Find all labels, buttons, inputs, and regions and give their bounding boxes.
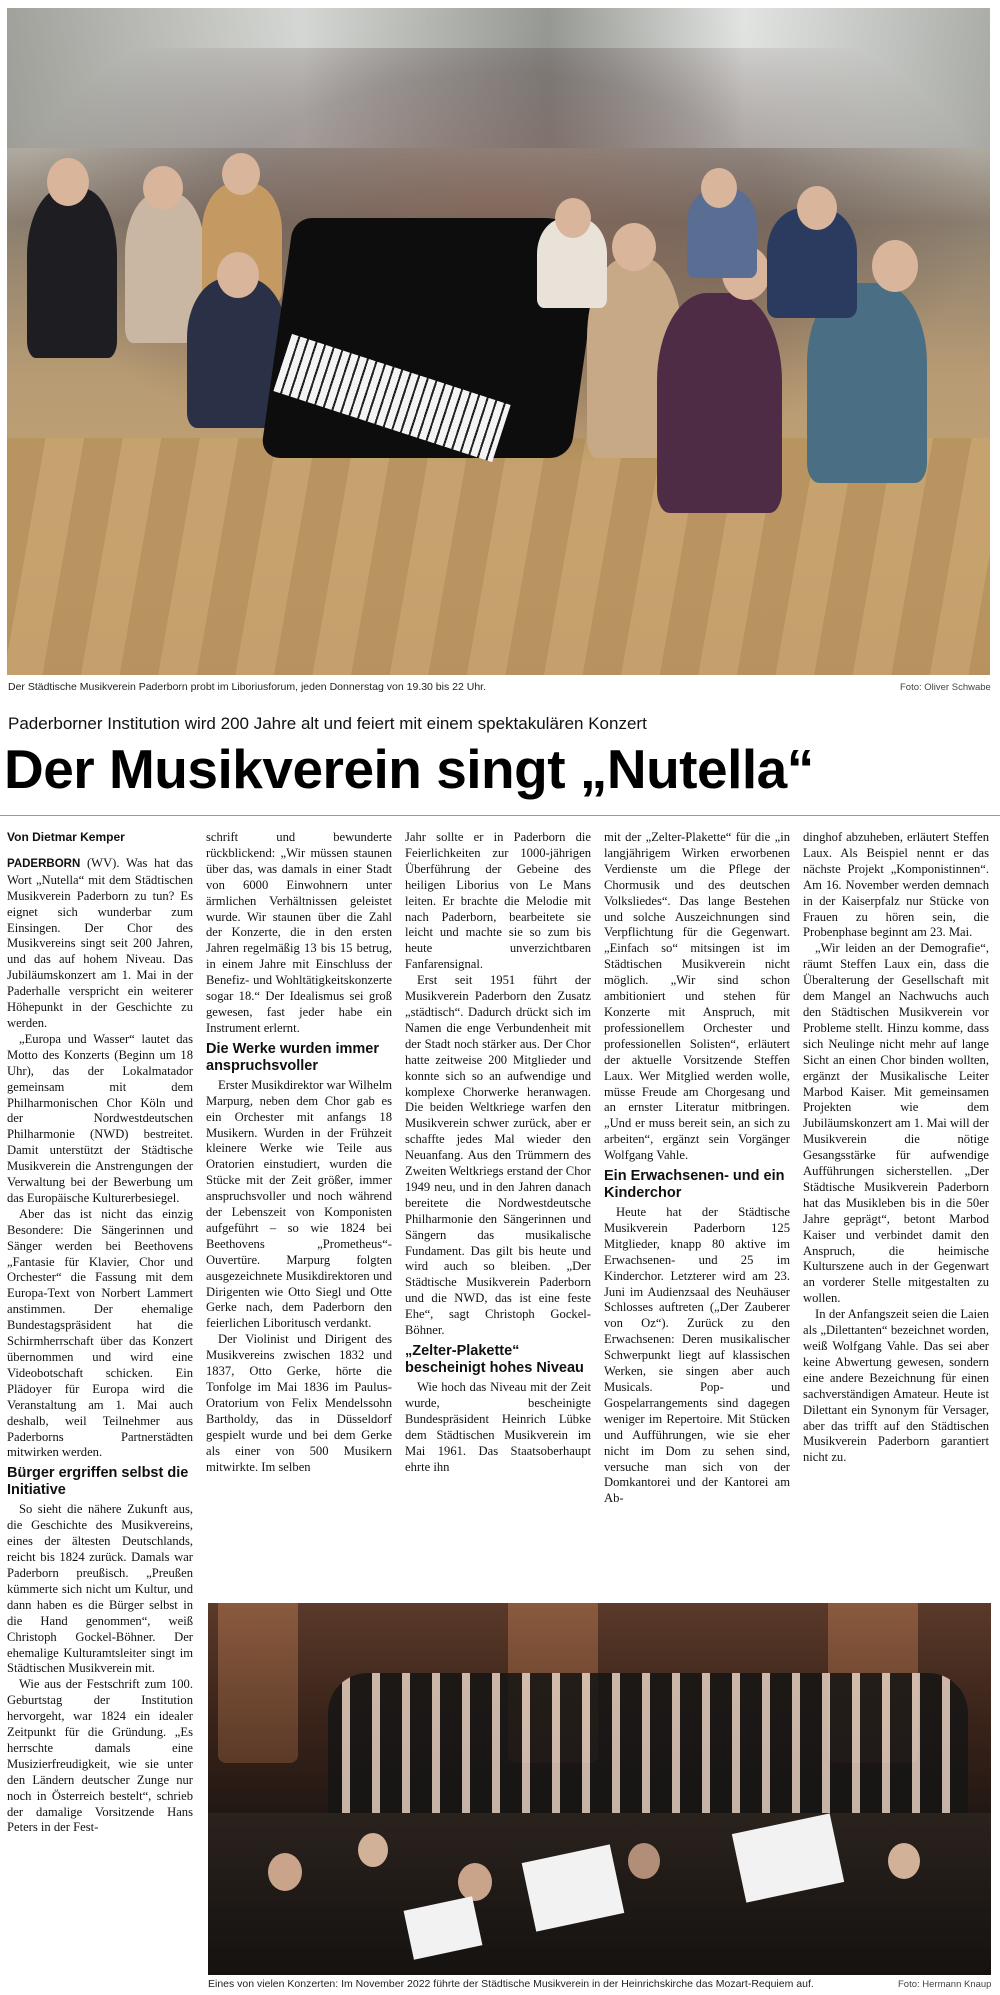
article-column-1: [7, 830, 193, 1836]
article-column-5: [803, 830, 989, 1466]
paragraph: „Wir leiden an der Demografie“, räumt Steffen Laux ein, dass die Überalterung der Gesellschaft mit dem Mangel an Nachwuchs auch den Städtischen Musikverein vor Probleme stellt. Hinzu komme, dass sich Neulinge nicht mehr auf lange Sicht an einen Chor binden wollten, ergänzt der Musikalische Leiter Marbod Kaiser. Mit gemeinsamen Projekten wie dem Jubiläumskonzert am 1. Mai will der Musikverein die nötige Gesangsstärke für aufwendige Aufführungen sicherstellen. „Der Städtische Musikverein Paderborn hat das Musikleben bis in die 50er Jahre geprägt“, betont Marbod Kaiser und verbindet damit den Anspruch, die heimische Kulturszene auch in der Gegenwart an vorderer Stelle mitgestalten zu wollen.: [803, 941, 989, 1306]
paragraph: Erst seit 1951 führt der Musikverein Paderborn den Zusatz „städtisch“. Dadurch drückt sich im Namen die enge Verbundenheit mit der Stadt noch stärker aus. Der Chor hatte zeitweise 200 Mitglieder und konnte sich so an aufwendige und komplexe Chorwerke heranwagen. Die beiden Weltkriege warfen den Musikverein schwer zurück, aber er schaffte jedes Mal wieder den Neuanfang. Aus den Trümmern des Zweiten Weltkriegs erstand der Chor 1949 neu, und in den Jahren danach bereitete die Nordwestdeutsche Philharmonie den Sängerinnen und Sängern das musikalische Fundament. Das gilt bis heute und wird auch so bleiben. „Der Städtische Musikverein Paderborn und die NWD, das ist eine feste Ehe“, sagt Christoph Gockel-Böhner.: [405, 973, 591, 1338]
paragraph: In der Anfangszeit seien die Laien als „Dilettanten“ bezeichnet worden, weiß Wolfgang Vahle. Das sei aber keine Abwertung gewesen, sondern eine andere Bezeichnung für einen sachverständigen Amateur. Heute ist Dilettant ein Synonym für Versager, aber das trifft auf den Städtischen Musikverein Paderborn garantiert nicht zu.: [803, 1307, 989, 1465]
dateline: PADERBORN: [7, 857, 81, 870]
article-column-3: [405, 830, 591, 1475]
paragraph: Jahr sollte er in Paderborn die Feierlichkeiten zur 1000-jährigen Überführung der Gebeine des heiligen Liborius von Le Mans leiten. Er brachte die Melodie mit nach Paderborn, bearbeitete sie leicht und machte sie so zum bis heute unverzichtbaren Fanfarensignal.: [405, 830, 591, 972]
subheading: Die Werke wurden immer anspruchsvoller: [206, 1040, 379, 1074]
paragraph: Erster Musikdirektor war Wilhelm Marpurg, neben dem Chor gab es ein Orchester mit anfangs 18 Musikern. Wurden in der Frühzeit kleinere Werke wie Teile aus Oratorien einstudiert, wurden die Stücke mit der Zeit größer, immer anspruchsvoller und noch während der Lebenszeit von Komponisten aufgeführt – so wie 1824 bei Beethovens „Prometheus“-Ouvertüre. Marpurg folgten ausgezeichnete Musikdirektoren und Dirigenten wie Otto Siegl und Otte Gerke nach, dem Paderborn den feierlichen Liboritusch verdankt.: [206, 1077, 392, 1331]
headline-rule: [0, 815, 1000, 816]
paragraph: Wie aus der Festschrift zum 100. Geburtstag der Institution hervorgeht, war 1824 ein idealer Zeitpunkt für die Gründung. „Es herrschte damals eine Musizierfreudigkeit, wie sie unter den Ländern deutscher Zunge nur noch in Österreich bestelt“, schrieb der damalige Vorsitzende Hans Peters in der Fest-: [7, 1677, 193, 1835]
subheading: „Zelter-Plakette“ bescheinigt hohes Niveau: [405, 1343, 584, 1376]
article-kicker: Paderborner Institution wird 200 Jahre alt und feiert mit einem spektakulären Konzert: [8, 714, 647, 733]
subheading: Bürger ergriffen selbst die Initiative: [7, 1465, 189, 1499]
paragraph: Aber das ist nicht das einzig Besondere: Die Sängerinnen und Sänger werden bei Beethovens „Fantasie für Klavier, Chor und Orchester“ die Fassung mit dem Europa-Text von Norbert Lammert anstimmen. Der ehemalige Bundestagspräsident hat die Schirmherrschaft über das Konzert übernommen und wird eine Videobotschaft schicken. Ein Plädoyer für Europa wird die Veranstaltung am 1. Mai auch deshalb, weil Teilnehmer aus Paderborns Partnerstädten mitwirken werden.: [7, 1206, 193, 1460]
concert-photo: [208, 1603, 991, 1975]
paragraph: (WV). Was hat das Wort „Nutella“ mit dem Städtischen Musikverein Paderborn zu tun? Es eignet sich wunderbar zum Einsingen. Der Chor des Musikvereins singt seit 200 Jahren, und das auf hohem Niveau. Das Jubiläumskonzert am 1. Mai in der Paderhalle verspricht ein weiterer Höhepunkt in der Geschichte zu werden.: [7, 855, 193, 1030]
paragraph: schrift und bewunderte rückblickend: „Wir müssen staunen über das, was damals in einer Stadt von 6000 Einwohnern unter ärmlichen Verhältnissen geleistet wurde. Wir staunen über die Zahl der Konzerte, die in den ersten Jahren regelmäßig 13 bis 15 betrug, in einem Jahre mit Einschluss der Benefiz- und Wohltätigkeitskonzerte sogar 18.“ Der Idealismus sei groß gewesen, fast jeder habe ein Instrument erlernt.: [206, 830, 392, 1035]
subheading: Ein Erwachsenen- und ein Kinderchor: [604, 1168, 785, 1202]
paragraph: Wie hoch das Niveau mit der Zeit wurde, bescheinigte Bundespräsident Heinrich Lübke dem Städtischen Musikverein im Mai 1961. Das Staatsoberhaupt ehrte ihn: [405, 1380, 591, 1474]
paragraph: So sieht die nähere Zukunft aus, die Geschichte des Musikvereins, eines der ältesten Deutschlands, reicht bis 1824 zurück. Damals war Paderborn preußisch. „Preußen kümmerte sich nicht um Kultur, und dann haben es die Bürger selbst in die Hand genommen“, weiß Christoph Gockel-Böhner. Der ehemalige Kulturamtsleiter singt im Städtischen Musikverein mit.: [7, 1502, 193, 1676]
top-photo-credit: Foto: Oliver Schwabe: [900, 682, 991, 693]
paragraph: dinghof abzuheben, erläutert Steffen Laux. Als Beispiel nennt er das nächste Projekt „Komponistinnen“. Am 16. November werden demnach in der Kaiserpfalz nur Stücke von Frauen zu hören sein, die Probenphase beginnt am 23. Mai.: [803, 830, 989, 940]
paragraph: mit der „Zelter-Plakette“ für die „in langjährigem Wirken erworbenen Verdienste um die Pflege der Chormusik und des deutschen Volksliedes“. Das lange Bestehen und solche Auszeichnungen sind Verpflichtung für die Gegenwart. „Einfach so“ mitsingen ist im Städtischen Musikverein nicht möglich. „Wir sind schon ambitioniert und stehen für Konzerte mit Anspruch, mit professionellem Orchester und professionellen Solisten“, erläutert der aktuelle Vorsitzende Steffen Laux. Wer Mitglied werden wolle, müsse Freude am Chorgesang und an ernster Literatur mitbringen. „Und er muss bereit sein, an sich zu arbeiten“, ergänzt sein Vorgänger Wolfgang Vahle.: [604, 830, 790, 1163]
byline: Von Dietmar Kemper: [7, 830, 125, 844]
bottom-photo-caption: Eines von vielen Konzerten: Im November 2022 führte der Städtische Musikverein in der Heinrichskirche das Mozart-Requiem auf.: [208, 1978, 814, 1990]
paragraph: Heute hat der Städtische Musikverein Paderborn 125 Mitglieder, knapp 80 aktive im Erwachsenen- und 25 im Kinderchor. Letzterer wird am 23. Juni im Audienzsaal des Neuhäuser Schlosses auftreten („Der Zauberer von Oz“). Zurück zu den Erwachsenen: Deren musikalischer Schwerpunkt liegt auf klassischen Werken, sie singen aber auch Musicals. Pop- und Gospelarrangements sind dagegen weniger im Repertoire. Mit Stücken und Aufführungen, wie sie eher nicht im Dom zu sehen sind, versuche man sich von der Domkantorei und der Kantorei am Ab-: [604, 1205, 790, 1506]
choir-rehearsal-photo: [7, 8, 990, 675]
article-column-2: [206, 830, 392, 1475]
bottom-photo-credit: Foto: Hermann Knaup: [898, 1979, 992, 1990]
article-column-4: [604, 830, 790, 1507]
top-photo-caption: Der Städtische Musikverein Paderborn probt im Liboriusforum, jeden Donnerstag von 19.30 bis 22 Uhr.: [8, 681, 487, 693]
paragraph: „Europa und Wasser“ lautet das Motto des Konzerts (Beginn um 18 Uhr), das der Lokalmatador gemeinsam mit dem Philharmonischen Chor Köln und der Nordwestdeutschen Philharmonie (NWD) bestreitet. Damit unterstützt der Städtische Musikverein die Anstrengungen der Verwaltung bei der Bewerbung um das Europäische Kulturerbesiegel.: [7, 1031, 193, 1205]
article-headline: Der Musikverein singt „Nutella“: [4, 738, 814, 800]
paragraph: Der Violinist und Dirigent des Musikvereins zwischen 1832 und 1837, Otto Gerke, hörte die Tonfolge im Mai 1836 im Paulus-Oratorium von Felix Mendelssohn Bartholdy, das in Düsseldorf gespielt wurde und bei dem Gerke als einer von 500 Musikern mitwirkte. Im selben: [206, 1332, 392, 1474]
